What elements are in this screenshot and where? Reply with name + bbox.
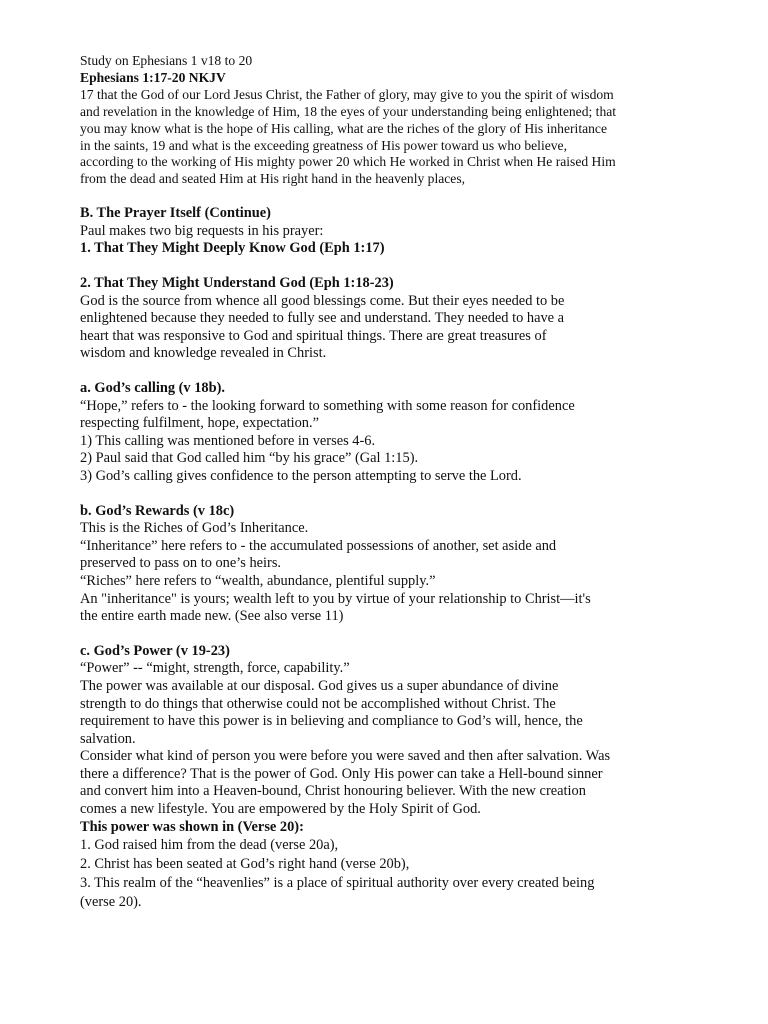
document-body bbox=[80, 53, 700, 912]
request-heading: 2. That They Might Understand God (Eph 1:18-23) bbox=[80, 275, 394, 292]
paragraph-line: respecting fulfilment, hope, expectation.” bbox=[80, 415, 319, 432]
list-heading: This power was shown in (Verse 20): bbox=[80, 818, 304, 835]
subsection-heading: c. God’s Power (v 19-23) bbox=[80, 642, 230, 659]
paragraph-line: and convert him into a Heaven-bound, Christ honouring believer. With the new creation bbox=[80, 783, 586, 800]
paragraph-line: 2) Paul said that God called him “by his grace” (Gal 1:15). bbox=[80, 450, 419, 467]
paragraph-line: This is the Riches of God’s Inheritance. bbox=[80, 520, 309, 537]
paragraph-line: The power was available at our disposal. God gives us a super abundance of divine bbox=[80, 677, 559, 694]
passage-line: and revelation in the knowledge of Him, 18 the eyes of your understanding being enlightened; that bbox=[80, 103, 617, 119]
subsection-heading: a. God’s calling (v 18b). bbox=[80, 380, 225, 396]
paragraph-line: “Inheritance” here refers to - the accumulated possessions of another, set aside and bbox=[80, 537, 557, 554]
spacer bbox=[80, 258, 700, 275]
request-heading: 1. That They Might Deeply Know God (Eph 1:17) bbox=[80, 240, 385, 257]
paragraph-line: preserved to pass on to one’s heirs. bbox=[80, 555, 282, 572]
passage-line: you may know what is the hope of His calling, what are the riches of the glory of His inheritance bbox=[80, 120, 607, 136]
paragraph-line: comes a new lifestyle. You are empowered by the Holy Spirit of God. bbox=[80, 801, 481, 818]
list-item: 3. This realm of the “heavenlies” is a place of spiritual authority over every created being bbox=[80, 875, 595, 892]
paragraph-line: salvation. bbox=[80, 730, 136, 747]
spacer bbox=[80, 188, 700, 205]
paragraph-line: enlightened because they needed to fully see and understand. They needed to have a bbox=[80, 310, 565, 327]
paragraph-line: God is the source from whence all good blessings come. But their eyes needed to be bbox=[80, 292, 565, 309]
paragraph-line: An "inheritance" is yours; wealth left to you by virtue of your relationship to Christ—it's bbox=[80, 590, 591, 607]
paragraph-line: strength to do things that otherwise could not be accomplished without Christ. The bbox=[80, 695, 556, 712]
subsection-heading: b. God’s Rewards (v 18c) bbox=[80, 502, 235, 519]
list-item: 1. God raised him from the dead (verse 20a), bbox=[80, 837, 339, 854]
section-heading: B. The Prayer Itself (Continue) bbox=[80, 205, 271, 222]
paragraph-line: “Hope,” refers to - the looking forward to something with some reason for confidence bbox=[80, 397, 575, 414]
spacer bbox=[80, 486, 700, 503]
paragraph-line: the entire earth made new. (See also verse 11) bbox=[80, 608, 344, 625]
document-title: Study on Ephesians 1 v18 to 20 bbox=[80, 53, 253, 68]
section-intro: Paul makes two big requests in his prayer: bbox=[80, 222, 324, 239]
passage-line: in the saints, 19 and what is the exceeding greatness of His power toward us who believe, bbox=[80, 137, 567, 153]
passage-line: from the dead and seated Him at His right hand in the heavenly places, bbox=[80, 171, 466, 187]
list-item: (verse 20). bbox=[80, 894, 142, 911]
paragraph-line: “Riches” here refers to “wealth, abundance, plentiful supply.” bbox=[80, 572, 436, 589]
paragraph-line: requirement to have this power is in believing and compliance to God’s will, hence, the bbox=[80, 713, 583, 730]
spacer bbox=[80, 363, 700, 380]
paragraph-line: there a difference? That is the power of God. Only His power can take a Hell-bound sinner bbox=[80, 765, 603, 782]
paragraph-line: wisdom and knowledge revealed in Christ. bbox=[80, 345, 327, 362]
list-item: 2. Christ has been seated at God’s right hand (verse 20b), bbox=[80, 856, 410, 873]
paragraph-line: heart that was responsive to God and spiritual things. There are great treasures of bbox=[80, 327, 547, 344]
paragraph-line: 3) God’s calling gives confidence to the person attempting to serve the Lord. bbox=[80, 467, 522, 484]
passage-line: according to the working of His mighty power 20 which He worked in Christ when He raised Him bbox=[80, 154, 616, 170]
spacer bbox=[80, 626, 700, 643]
paragraph-line: 1) This calling was mentioned before in verses 4-6. bbox=[80, 432, 376, 449]
passage-reference: Ephesians 1:17-20 NKJV bbox=[80, 69, 226, 85]
paragraph-line: “Power” -- “might, strength, force, capability.” bbox=[80, 660, 350, 677]
passage-line: 17 that the God of our Lord Jesus Christ, the Father of glory, may give to you the spirit of wisdom bbox=[80, 86, 614, 102]
paragraph-line: Consider what kind of person you were before you were saved and then after salvation. Was bbox=[80, 748, 611, 765]
